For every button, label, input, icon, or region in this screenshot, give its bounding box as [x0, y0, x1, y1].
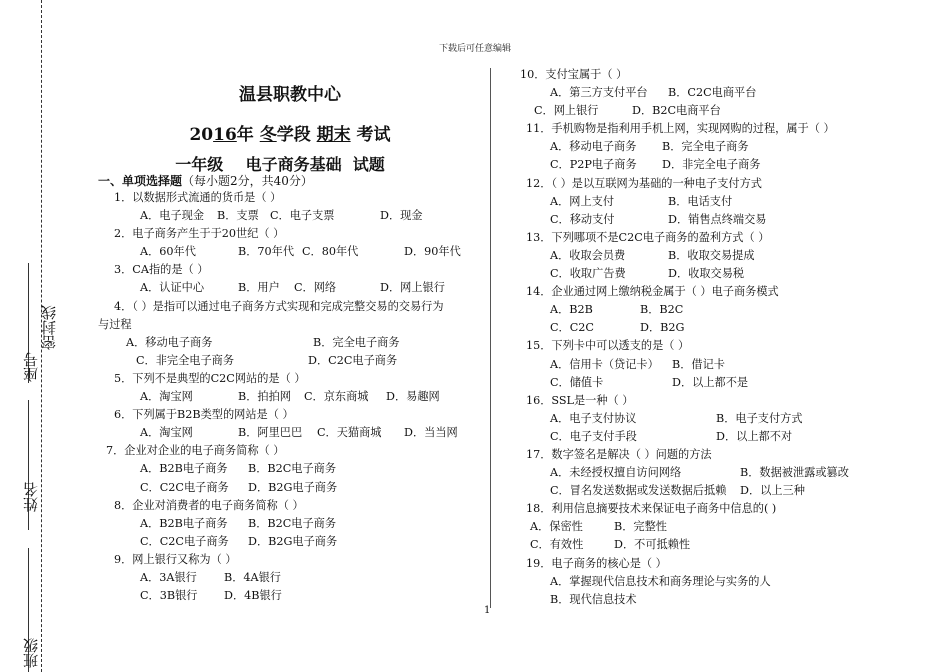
option: C．冒名发送数据或发送数据后抵赖: [550, 484, 727, 498]
option-row: [520, 138, 920, 156]
question-text: 2．电子商务产生于于20世纪（ ）: [114, 227, 285, 241]
option: B．完全电子商务: [662, 140, 749, 154]
question-item: [98, 225, 483, 243]
question-item: [520, 120, 920, 138]
question-text: 15．下列卡中可以透支的是（ ）: [526, 339, 690, 353]
option: C．3B银行: [140, 589, 198, 603]
option-row: [520, 265, 920, 283]
class-label: 班级: [22, 638, 40, 668]
question-text: 11．手机购物是指利用手机上网，实现网购的过程，属于（ ）: [526, 122, 835, 136]
option: B．借记卡: [672, 357, 725, 371]
exam-year-suffix: 16: [213, 125, 237, 145]
question-item: [98, 298, 483, 316]
question-item: [520, 392, 920, 410]
question-text: 4．（ ）是指可以通过电子商务方式实现和完成完整交易的交易行为: [114, 299, 444, 313]
option-row: [98, 479, 483, 497]
option: A．第三方支付平台: [550, 86, 648, 100]
option: C．C2C电子商务: [140, 480, 229, 494]
question-item: [520, 283, 920, 301]
question-item: [520, 446, 920, 464]
left-question-column: [98, 189, 483, 605]
question-text: 17．数字签名是解决（ ）问题的方法: [526, 447, 712, 461]
question-item: [520, 66, 920, 84]
question-item: [98, 261, 483, 279]
question-item: [98, 497, 483, 515]
option: A．网上支付: [550, 194, 615, 208]
question-text: 16．SSL是一种（ ）: [526, 393, 634, 407]
option: A．收取会员费: [550, 248, 626, 262]
option: B．B2C: [640, 303, 684, 317]
option: C．收取广告费: [550, 267, 626, 281]
question-item: [520, 555, 920, 573]
option: C．京东商城: [304, 390, 369, 404]
option-row: [520, 301, 920, 319]
seat-label: 座号: [22, 352, 40, 382]
option: A．淘宝网: [140, 390, 193, 404]
option: C．移动支付: [550, 212, 615, 226]
section-note: （每小题2分，共40分）: [182, 174, 313, 188]
option: D．4B银行: [224, 589, 282, 603]
option: D．销售点终端交易: [668, 212, 767, 226]
option: A．B2B: [550, 303, 593, 317]
option: A．认证中心: [140, 281, 205, 295]
question-text: 3．CA指的是（ ）: [114, 263, 209, 277]
question-text: 5．下列不是典型的C2C网站的是（ ）: [114, 371, 306, 385]
option-row: [98, 388, 483, 406]
option-row: [98, 460, 483, 478]
option: D．C2C电子商务: [308, 353, 398, 367]
header-note: 下载后可任意编辑: [438, 44, 511, 54]
option: C．有效性: [530, 538, 584, 552]
section-heading: [98, 172, 313, 189]
option: D．收取交易税: [668, 267, 745, 281]
option-row: [98, 515, 483, 533]
option: A．3A银行: [140, 570, 197, 584]
option: B．70年代: [238, 245, 295, 259]
option-row: [520, 356, 920, 374]
exam-year-prefix: 20: [189, 125, 214, 145]
option: A．未经授权擅自访问网络: [550, 466, 682, 480]
option-row: [520, 482, 920, 500]
option: D．B2G电子商务: [248, 480, 338, 494]
option: D．现金: [380, 209, 423, 223]
option: B．完整性: [614, 520, 667, 534]
option-row: [520, 591, 920, 609]
question-text: 7．企业对企业的电子商务简称（ ）: [106, 444, 285, 458]
name-label: 姓名: [22, 482, 40, 512]
option-row: [98, 587, 483, 605]
option: C．80年代: [302, 245, 359, 259]
option-row: [520, 247, 920, 265]
option: C．电子支付手段: [550, 429, 637, 443]
question-item: [520, 500, 920, 518]
question-text: 10．支付宝属于（ ）: [520, 68, 628, 81]
option: D．不可抵赖性: [614, 538, 691, 552]
option: B．数据被泄露或篡改: [740, 466, 849, 480]
question-continuation: [98, 316, 483, 334]
option-row: [520, 464, 920, 482]
option: B．支票: [217, 209, 259, 223]
option-row: [520, 156, 920, 174]
question-item: [520, 337, 920, 355]
option: A．信用卡（贷记卡）: [550, 357, 659, 371]
question-item: [520, 229, 920, 247]
option: B．B2C电子商务: [248, 516, 337, 530]
exam-title: [150, 120, 430, 145]
option: D．B2G电子商务: [248, 534, 338, 548]
option: B．收取交易提成: [668, 248, 755, 262]
option: A．移动电子商务: [550, 140, 637, 154]
option: C．C2C: [550, 321, 594, 335]
option: A．淘宝网: [140, 426, 193, 440]
option: C．天猫商城: [317, 426, 382, 440]
question-text: 18．利用信息摘要技术来保证电子商务中信息的( ): [526, 502, 777, 516]
option: D．90年代: [404, 245, 461, 259]
exam-word: 考试: [356, 125, 391, 145]
option: B．用户: [238, 281, 280, 295]
option-row: [98, 533, 483, 551]
exam-year-word: 年: [236, 125, 254, 145]
question-item: [98, 406, 483, 424]
option-row: [520, 573, 920, 591]
exam-season: 冬: [259, 125, 277, 145]
option: B．B2C电子商务: [248, 462, 337, 476]
option: B．拍拍网: [238, 390, 291, 404]
option: B．现代信息技术: [550, 592, 637, 606]
seal-line-label: 密封线: [40, 305, 58, 350]
option-row: [520, 374, 920, 392]
question-item: [98, 370, 483, 388]
option: A．移动电子商务: [126, 335, 213, 349]
option-row: [520, 193, 920, 211]
option: B．完全电子商务: [313, 335, 400, 349]
option: C．P2P电子商务: [550, 158, 637, 172]
option: D．以上都不对: [716, 429, 793, 443]
question-text: 14．企业通过网上缴纳税金属于（ ）电子商务模式: [526, 285, 779, 299]
option: A．保密性: [530, 520, 583, 534]
option-row: [98, 352, 483, 370]
option: A．掌握现代信息技术和商务理论与实务的人: [550, 574, 771, 588]
option: A．电子现金: [140, 209, 205, 223]
question-item: [520, 175, 920, 193]
option: D．当当网: [404, 426, 458, 440]
option: C．非完全电子商务: [136, 353, 235, 367]
option: C．电子支票: [270, 209, 335, 223]
option: C．储值卡: [550, 375, 604, 389]
question-item: [98, 442, 483, 460]
option-row: [520, 84, 920, 102]
option-row: [98, 424, 483, 442]
right-question-column: [520, 66, 920, 609]
question-text: 9．网上银行又称为（ ）: [114, 552, 237, 566]
exam-stage-word: 学段: [276, 125, 311, 145]
option-row: [520, 428, 920, 446]
option: A．电子支付协议: [550, 411, 637, 425]
question-item: [98, 551, 483, 569]
option-row: [520, 410, 920, 428]
option-row: [520, 536, 920, 554]
option: D．以上三种: [740, 484, 805, 498]
option-row: [520, 518, 920, 536]
question-item: [98, 189, 483, 207]
option-row: [520, 319, 920, 337]
option: A．B2B电子商务: [140, 462, 228, 476]
option: B．4A银行: [224, 570, 281, 584]
school-title: 温县职教中心: [239, 85, 341, 105]
option: C．C2C电子商务: [140, 534, 229, 548]
option-row: [98, 243, 483, 261]
exam-subtitle: 一年级 电子商务基础 试题: [175, 155, 385, 174]
option: B．阿里巴巴: [238, 426, 303, 440]
question-text: 19．电子商务的核心是（ ）: [526, 556, 667, 570]
option: D．B2C电商平台: [632, 104, 721, 118]
option-row: [98, 334, 483, 352]
option: B．电子支付方式: [716, 411, 803, 425]
question-text: 8．企业对消费者的电子商务简称（ ）: [114, 498, 304, 512]
option-row: [98, 207, 483, 225]
exam-term: 期末: [316, 125, 351, 145]
option-row: [98, 569, 483, 587]
column-divider: [490, 68, 491, 608]
section-heading-text: 一、单项选择题: [98, 174, 183, 188]
option: D．网上银行: [380, 281, 445, 295]
option: B．C2C电商平台: [668, 86, 757, 100]
option: A．60年代: [140, 245, 196, 259]
option: D．易趣网: [386, 390, 440, 404]
option: D．非完全电子商务: [662, 158, 761, 172]
question-text-wrap: 与过程: [98, 317, 132, 331]
option-row: [98, 279, 483, 297]
option: C．网络: [294, 281, 337, 295]
page-number: 1: [484, 605, 491, 616]
question-text: 6．下列属于B2B类型的网站是（ ）: [114, 408, 294, 422]
option: C．网上银行: [534, 104, 599, 118]
option-row: [520, 102, 920, 120]
question-text: 13．下列哪项不是C2C电子商务的盈利方式（ ）: [526, 230, 770, 244]
option: A．B2B电子商务: [140, 516, 228, 530]
option: D．以上都不是: [672, 375, 749, 389]
option-row: [520, 211, 920, 229]
option: B．电话支付: [668, 194, 733, 208]
question-text: 1．以数据形式流通的货币是（ ）: [114, 191, 282, 204]
option: D．B2G: [640, 321, 685, 335]
question-text: 12．（ ）是以互联网为基础的一种电子支付方式: [526, 176, 762, 190]
